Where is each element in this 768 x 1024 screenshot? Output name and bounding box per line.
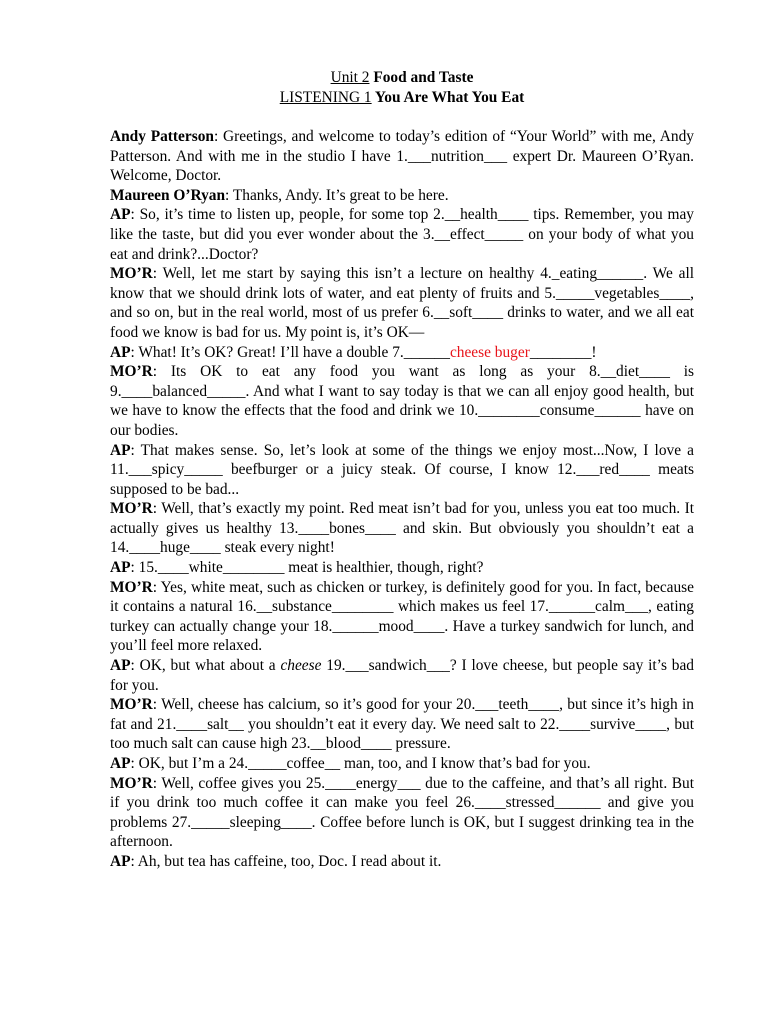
document-page <box>110 68 694 872</box>
listening-label: LISTENING 1 <box>279 89 372 106</box>
speaker-name: MO’R <box>110 696 153 714</box>
dialogue-text: : Well, that’s exactly my point. Red meat isn’t bad for you, unless you eat too much. It actually gives us healthy 13.____bones____ and skin. But obviously you shouldn’t eat a 14.____huge____ steak every night! <box>110 500 694 557</box>
dialogue-text: : Well, coffee gives you 25.____energy___ due to the caffeine, and that’s all right. But if you drink too much coffee it can make you feel 26.____stressed______ and give you problems 27._____sleeping____. Coffee before lunch is OK, but I suggest drinking tea in the afternoon. <box>110 774 694 851</box>
speaker-name: AP <box>110 206 131 224</box>
speaker-name: MO’R <box>110 578 153 596</box>
speaker-name: AP <box>110 441 131 459</box>
speaker-name: AP <box>110 755 131 772</box>
speaker-name: MO’R <box>110 774 153 792</box>
speaker-name: AP <box>110 343 131 361</box>
dialogue-turn <box>110 264 694 342</box>
speaker-name: Andy Patterson <box>110 128 214 145</box>
dialogue-turn <box>110 754 694 774</box>
listening-title: You Are What You Eat <box>371 89 525 106</box>
dialogue-text: : So, it’s time to listen up, people, for some top 2.__health____ tips. Remember, you may like the taste, but did you ever wonder about the 3.__effect_____ on your body of what you eat and drink?...Doctor? <box>110 206 694 263</box>
speaker-name: MO’R <box>110 265 153 283</box>
dialogue-turn <box>110 558 694 578</box>
dialogue-text: : Ah, but tea has caffeine, too, Doc. I read about it. <box>130 852 442 870</box>
dialogue-turn <box>110 695 694 754</box>
dialogue-text: : Well, let me start by saying this isn’t a lecture on healthy 4._eating______. We all know that we should drink lots of water, and eat plenty of fruits and 5._____vegetables____, and so on, but in the real world, most of us prefer 6.__soft____ drinks to water, and we all eat food we know is bad for us. My point is, it’s OK— <box>110 265 694 341</box>
unit-label: Unit 2 <box>330 69 370 86</box>
unit-heading <box>110 68 694 88</box>
dialogue-text: : Well, cheese has calcium, so it’s good for your 20.___teeth____, but since it’s high in fat and 21.____salt__ you shouldn’t eat it every day. We need salt to 22.____survive____, but too much salt can cause high 23.__blood____ pressure. <box>110 696 694 753</box>
dialogue-turn <box>110 774 694 852</box>
title-block <box>110 68 694 108</box>
dialogue-turn <box>110 656 694 695</box>
dialogue-turn <box>110 186 694 206</box>
dialogue-turn <box>110 578 694 656</box>
speaker-name: MO’R <box>110 500 153 518</box>
speaker-name: AP <box>110 852 131 870</box>
dialogue-text: : That makes sense. So, let’s look at some of the things we enjoy most...Now, I love a 11.___spicy_____ beefburger or a juicy steak. Of course, I know 12.___red____ meats supposed to be bad... <box>110 441 694 498</box>
dialogue-text: : OK, but what about a <box>130 657 281 675</box>
dialogue-text: : What! It’s OK? Great! I’ll have a double 7.______ <box>130 343 450 361</box>
dialogue-text: 19.___sandwich___? I love cheese, but people say it’s bad for you. <box>110 657 694 694</box>
dialogue-turn <box>110 441 694 500</box>
dialogue-text: : Greetings, and welcome to today’s edition of “Your World” with me, Andy Patterson. And with me in the studio I have 1.___nutrition___ expert Dr. Maureen O’Ryan. Welcome, Doctor. <box>110 128 694 185</box>
dialogue-transcript <box>110 127 694 872</box>
dialogue-text: ________! <box>529 343 597 361</box>
dialogue-turn <box>110 127 694 186</box>
dialogue-text: : Thanks, Andy. It’s great to be here. <box>225 186 449 204</box>
dialogue-text: : 15.____white________ meat is healthier, though, right? <box>130 559 484 577</box>
dialogue-turn <box>110 852 694 872</box>
handwritten-answer: cheese buger <box>449 343 530 361</box>
dialogue-turn <box>110 362 694 440</box>
speaker-name: MO’R <box>110 363 153 381</box>
speaker-name: AP <box>110 657 131 675</box>
speaker-name: Maureen O’Ryan <box>110 186 226 204</box>
dialogue-text: : Its OK to eat any food you want as long as your 8.__diet____ is 9.____balanced_____. And what I want to say today is that we can all enjoy good health, but we have to know the effects that the food and drink we 10.________consume______ have on our bodies. <box>110 363 694 439</box>
speaker-name: AP <box>110 559 131 577</box>
unit-title: Food and Taste <box>369 69 474 86</box>
dialogue-turn <box>110 205 694 264</box>
dialogue-turn <box>110 499 694 558</box>
emphasized-word: cheese <box>280 657 322 675</box>
dialogue-turn <box>110 343 694 363</box>
dialogue-text: : OK, but I’m a 24._____coffee__ man, too, and I know that’s bad for you. <box>130 755 591 772</box>
listening-heading <box>110 88 694 108</box>
dialogue-text: : Yes, white meat, such as chicken or turkey, is definitely good for you. In fact, because it contains a natural 16.__substance________ which makes us feel 17.______calm___, eating turkey can actually change your 18.______mood____. Have a turkey sandwich for lunch, and you’ll feel more relaxed. <box>110 578 694 655</box>
